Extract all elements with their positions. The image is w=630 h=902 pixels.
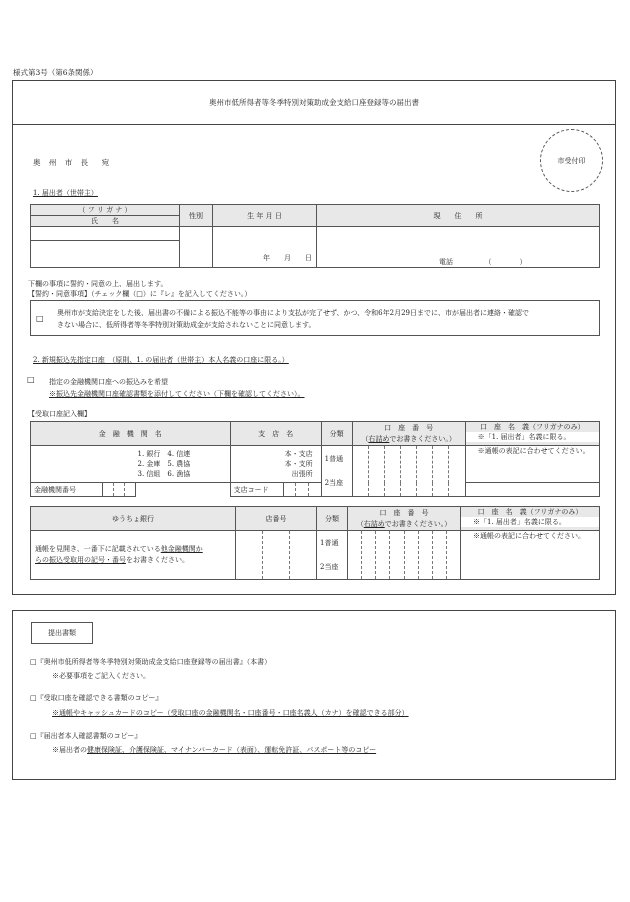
phone-label: 電話 （ ） [439, 258, 527, 266]
account-holder-input-lower[interactable] [465, 483, 599, 497]
doc-item-3-note [52, 745, 376, 755]
yucho-type-header: 分類 [317, 507, 348, 531]
account-holder-note-1: ※「1. 届出者」名義に限る。 [466, 432, 599, 442]
doc-item-3-note-prefix: ※届出者の [52, 746, 87, 754]
dob-input[interactable] [213, 227, 317, 268]
doc-item-2[interactable]: □『受取口座を確認できる書類のコピー』 [30, 694, 163, 702]
branch-type-1: 本・支店 [284, 450, 313, 458]
applicant-table [30, 204, 600, 268]
account-digit-7[interactable] [449, 446, 465, 497]
yucho-digit-5[interactable] [404, 531, 418, 580]
branch-type-3: 出張所 [291, 470, 313, 478]
furigana-header: （ フ リ ガ ナ ） [31, 205, 180, 216]
yucho-store-digit-2[interactable] [263, 531, 290, 580]
yucho-number-header [348, 507, 461, 531]
section2-heading: 2. 新規振込先指定口座 （原則、1. の届出者（世帯主）本人名義の口座に限る。） [33, 356, 289, 364]
account-type-2: 2当座 [324, 479, 344, 487]
account-type-header: 分類 [321, 422, 352, 446]
yucho-instruction [31, 531, 236, 580]
yucho-holder-header [461, 507, 600, 531]
yucho-number-sub-underlined: 右詰め [363, 519, 385, 528]
yucho-digit-4[interactable] [390, 531, 404, 580]
account-number-sub-underlined: 右詰め [368, 434, 390, 443]
address-header: 現 住 所 [317, 205, 600, 227]
address-input[interactable] [317, 227, 600, 268]
gender-header: 性別 [180, 205, 213, 227]
transfer-checkbox[interactable]: □ [27, 375, 35, 384]
branch-code-digit-1[interactable] [283, 483, 296, 497]
yucho-holder-input[interactable] [461, 531, 600, 580]
yucho-store-header: 店番号 [236, 507, 317, 531]
yucho-digit-3[interactable] [376, 531, 390, 580]
yucho-type-1: 1普通 [320, 539, 339, 547]
yucho-store-digit-1[interactable] [236, 531, 263, 580]
section1-heading: 1. 届出者（世帯主） [33, 189, 98, 197]
consent-box [30, 300, 600, 336]
yucho-instruction-line1-prefix: 通帳を見開き、一番下に記載されている [35, 545, 161, 553]
account-digit-4[interactable] [401, 446, 417, 497]
yucho-type-2: 2当座 [320, 563, 339, 571]
dob-header: 生 年 月 日 [213, 205, 317, 227]
bank-code-digit-2[interactable] [114, 483, 125, 497]
yucho-number-sub-close: でお書きください。） [384, 519, 452, 528]
bank-code-digit-3[interactable] [125, 483, 136, 497]
bank-code-spacer [136, 483, 231, 497]
documents-title-label: 提出書類 [48, 629, 76, 637]
account-number-header [352, 422, 465, 446]
transfer-note: ※振込先金融機関口座確認書類を添付してください（下欄を確認してください）。 [49, 390, 305, 398]
consent-intro: 下欄の事項に誓約・同意の上、届出します。 [28, 280, 168, 288]
account-heading: 【受取口座記入欄】 [28, 410, 91, 418]
yucho-instruction-line1-underlined: 他金融機関か [160, 545, 203, 553]
title-divider [12, 124, 616, 125]
yucho-digit-1[interactable] [348, 531, 362, 580]
consent-checkbox[interactable]: □ [36, 314, 44, 323]
yucho-type-options[interactable] [317, 531, 348, 580]
documents-title [31, 622, 93, 644]
branch-code-label: 支店コード [230, 483, 283, 497]
transfer-option: 指定の金融機関口座への振込みを希望 [49, 378, 168, 386]
yucho-bank-header: ゆうちょ銀行 [31, 507, 236, 531]
yucho-instruction-line2-underlined: らの振込受取用の記号・番号 [35, 556, 126, 564]
reception-stamp-circle [540, 129, 603, 192]
yucho-holder-note-1: ※「1. 届出者」名義に限る。 [461, 517, 599, 527]
account-holder-input[interactable] [465, 446, 599, 483]
bank-types [136, 446, 231, 483]
account-type-1: 1普通 [324, 455, 344, 463]
yucho-number-sub-open: （ [356, 519, 364, 528]
consent-label: 【誓約・同意事項】（チェック欄（□）に『レ』を記入してください。） [28, 290, 252, 298]
yucho-digit-6[interactable] [418, 531, 432, 580]
doc-item-3[interactable]: □『届出者本人確認書類のコピー』 [30, 732, 142, 740]
yucho-instruction-line2-suffix: をお書きください。 [126, 556, 189, 564]
bank-type-3: 3. 信組 6. 漁協 [137, 470, 191, 478]
bank-code-digit-1[interactable] [103, 483, 114, 497]
reception-stamp-label: 市受付印 [557, 156, 586, 165]
consent-text-line2: きない場合に、低所得者等冬季特別対策助成金が支給されないことに同意します。 [57, 321, 316, 329]
form-code: 様式第3号（第6条関係） [13, 68, 98, 77]
branch-code-digit-3[interactable] [308, 483, 321, 497]
bank-type-2: 2. 金庫 5. 農協 [137, 460, 191, 468]
branch-name-input[interactable] [230, 446, 321, 483]
name-input[interactable] [31, 241, 180, 268]
bank-name-input[interactable] [31, 446, 136, 483]
yucho-digit-2[interactable] [362, 531, 376, 580]
account-holder-note-2: ※通帳の表記に合わせてください。 [477, 447, 590, 455]
account-type-options[interactable] [321, 446, 352, 497]
account-holder-header [465, 422, 599, 446]
yucho-number-title: 口 座 番 号 [379, 508, 429, 517]
bank-type-1: 1. 銀行 4. 信連 [137, 450, 191, 458]
bank-name-header: 金 融 機 関 名 [31, 422, 231, 446]
account-holder-title: 口 座 名 義（フリガナのみ） [479, 423, 585, 431]
bank-code-label: 金融機関番号 [31, 483, 103, 497]
account-number-sub-open: （ [361, 434, 369, 443]
account-digit-3[interactable] [384, 446, 400, 497]
form-title: 奥州市低所得者等冬季特別対策助成金支給口座登録等の届出書 [209, 98, 419, 107]
account-number-title: 口 座 番 号 [384, 423, 434, 432]
bank-account-table [30, 421, 600, 497]
gender-input[interactable] [180, 227, 213, 268]
account-digit-5[interactable] [417, 446, 433, 497]
addressee: 奥 州 市 長 宛 [33, 158, 113, 167]
yucho-account-table [30, 506, 600, 580]
account-digit-1[interactable] [352, 446, 368, 497]
branch-code-digit-2[interactable] [296, 483, 309, 497]
branch-type-2: 本・支所 [284, 460, 313, 468]
dob-units: 年 月 日 [263, 254, 312, 262]
account-digit-2[interactable] [368, 446, 384, 497]
doc-item-1-note: ※必要事項をご記入ください。 [52, 672, 150, 680]
consent-text-line1: 奥州市が支給決定をした後、届出書の不備による振込不能等の事由により支払が完了せず、かつ、令和6年2月29日までに、市が届出者に連絡・確認で [57, 309, 529, 317]
yucho-holder-title: 口 座 名 義（フリガナのみ） [477, 508, 583, 516]
doc-item-1[interactable]: □『奥州市低所得者等冬季特別対策助成金支給口座登録等の届出書』（本書） [30, 658, 272, 666]
yucho-digit-7[interactable] [432, 531, 446, 580]
yucho-holder-note-2: ※通帳の表記に合わせてください。 [473, 532, 585, 540]
account-digit-6[interactable] [433, 446, 449, 497]
name-header: 氏 名 [31, 216, 180, 227]
furigana-input[interactable] [31, 227, 180, 241]
yucho-store-digit-3[interactable] [290, 531, 317, 580]
account-number-sub-close: でお書きください。） [389, 434, 456, 443]
branch-name-header: 支 店 名 [230, 422, 321, 446]
yucho-digit-8[interactable] [446, 531, 460, 580]
doc-item-2-note: ※通帳やキャッシュカードのコピー（受取口座の金融機関名・口座番号・口座名義人（カナ）を確認できる部分） [52, 709, 409, 717]
doc-item-3-note-underlined: 健康保険証、介護保険証、マイナンバーカード（表面）、運転免許証、パスポート等のコピー [87, 746, 377, 754]
